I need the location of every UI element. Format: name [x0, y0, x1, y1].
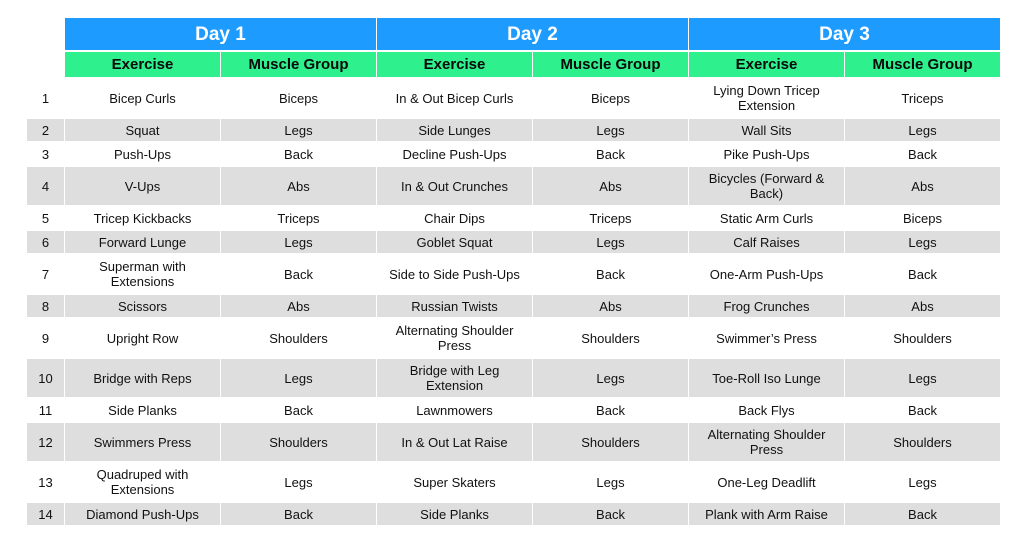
day2-exercise-cell: Chair Dips: [377, 207, 532, 229]
day1-exercise-cell: Scissors: [65, 295, 220, 317]
corner-blank-2: [27, 52, 64, 77]
day3-exercise-cell: Plank with Arm Raise: [689, 503, 844, 525]
day1-exercise-cell: Superman with Extensions: [65, 255, 220, 293]
day2-exercise-cell: Side to Side Push-Ups: [377, 255, 532, 293]
day3-exercise-cell: Lying Down Tricep Extension: [689, 79, 844, 117]
day2-muscle-group-cell: Back: [533, 143, 688, 165]
workout-table: [27, 18, 998, 525]
day3-muscle-group-cell: Legs: [845, 119, 1000, 141]
row-number: 8: [27, 295, 64, 317]
day2-exercise-cell: In & Out Bicep Curls: [377, 79, 532, 117]
day3-muscle-group-cell: Back: [845, 503, 1000, 525]
day1-muscle-group-cell: Triceps: [221, 207, 376, 229]
day1-exercise-cell: Side Planks: [65, 399, 220, 421]
day2-muscle-group-cell: Back: [533, 399, 688, 421]
day3-exercise-cell: Swimmer’s Press: [689, 319, 844, 357]
day1-muscle-group-cell: Back: [221, 399, 376, 421]
day1-muscle-group-cell: Legs: [221, 359, 376, 397]
day1-muscle-group-cell: Shoulders: [221, 423, 376, 461]
day2-exercise-cell: Decline Push-Ups: [377, 143, 532, 165]
day3-muscle-group-cell: Legs: [845, 463, 1000, 501]
day2-exercise-cell: Side Lunges: [377, 119, 532, 141]
day1-exercise-cell: Diamond Push-Ups: [65, 503, 220, 525]
day2-muscle-group-cell: Biceps: [533, 79, 688, 117]
day2-muscle-group-cell: Abs: [533, 295, 688, 317]
day1-muscle-group-cell: Back: [221, 503, 376, 525]
workout-grid: [27, 18, 998, 525]
row-number: 11: [27, 399, 64, 421]
day3-exercise-cell: Toe-Roll Iso Lunge: [689, 359, 844, 397]
corner-blank: [27, 18, 64, 50]
day2-muscle-group-cell: Back: [533, 503, 688, 525]
row-number: 2: [27, 119, 64, 141]
day3-muscle-group-cell: Shoulders: [845, 319, 1000, 357]
day1-exercise-cell: Forward Lunge: [65, 231, 220, 253]
day3-muscle-group-cell: Legs: [845, 359, 1000, 397]
day3-exercise-cell: Static Arm Curls: [689, 207, 844, 229]
day1-muscle-group-cell: Legs: [221, 463, 376, 501]
day1-exercise-cell: Quadruped with Extensions: [65, 463, 220, 501]
day2-exercise-cell: Bridge with Leg Extension: [377, 359, 532, 397]
day2-muscle-group-cell: Shoulders: [533, 319, 688, 357]
day3-muscle-group-cell: Triceps: [845, 79, 1000, 117]
day3-muscle-group-cell: Shoulders: [845, 423, 1000, 461]
row-number: 3: [27, 143, 64, 165]
day2-muscle-group-cell: Legs: [533, 463, 688, 501]
day3-exercise-cell: One-Leg Deadlift: [689, 463, 844, 501]
day2-muscle-group-cell: Legs: [533, 231, 688, 253]
col-header-exercise: Exercise: [689, 52, 844, 77]
day2-muscle-group-cell: Legs: [533, 119, 688, 141]
row-number: 1: [27, 79, 64, 117]
row-number: 6: [27, 231, 64, 253]
day3-muscle-group-cell: Back: [845, 143, 1000, 165]
day-header-1: Day 1: [65, 18, 376, 50]
day2-muscle-group-cell: Shoulders: [533, 423, 688, 461]
day1-muscle-group-cell: Biceps: [221, 79, 376, 117]
day2-exercise-cell: Russian Twists: [377, 295, 532, 317]
row-number: 10: [27, 359, 64, 397]
day2-exercise-cell: Goblet Squat: [377, 231, 532, 253]
row-number: 5: [27, 207, 64, 229]
day2-exercise-cell: Super Skaters: [377, 463, 532, 501]
row-number: 4: [27, 167, 64, 205]
day-header-2: Day 2: [377, 18, 688, 50]
day1-muscle-group-cell: Shoulders: [221, 319, 376, 357]
day1-exercise-cell: Bridge with Reps: [65, 359, 220, 397]
day3-exercise-cell: Calf Raises: [689, 231, 844, 253]
day1-muscle-group-cell: Abs: [221, 295, 376, 317]
row-number: 7: [27, 255, 64, 293]
day1-exercise-cell: Upright Row: [65, 319, 220, 357]
day3-muscle-group-cell: Back: [845, 399, 1000, 421]
day3-muscle-group-cell: Back: [845, 255, 1000, 293]
day3-muscle-group-cell: Abs: [845, 295, 1000, 317]
day1-muscle-group-cell: Legs: [221, 231, 376, 253]
day2-exercise-cell: Side Planks: [377, 503, 532, 525]
day2-exercise-cell: In & Out Crunches: [377, 167, 532, 205]
day1-muscle-group-cell: Abs: [221, 167, 376, 205]
day3-muscle-group-cell: Legs: [845, 231, 1000, 253]
day3-exercise-cell: Wall Sits: [689, 119, 844, 141]
day3-muscle-group-cell: Biceps: [845, 207, 1000, 229]
day3-exercise-cell: Bicycles (Forward & Back): [689, 167, 844, 205]
row-number: 14: [27, 503, 64, 525]
day2-muscle-group-cell: Back: [533, 255, 688, 293]
row-number: 12: [27, 423, 64, 461]
day2-exercise-cell: Alternating Shoulder Press: [377, 319, 532, 357]
day-header-3: Day 3: [689, 18, 1000, 50]
day1-exercise-cell: Tricep Kickbacks: [65, 207, 220, 229]
day3-exercise-cell: Pike Push-Ups: [689, 143, 844, 165]
day3-muscle-group-cell: Abs: [845, 167, 1000, 205]
day1-muscle-group-cell: Legs: [221, 119, 376, 141]
day1-exercise-cell: Squat: [65, 119, 220, 141]
day3-exercise-cell: Frog Crunches: [689, 295, 844, 317]
col-header-muscle-group: Muscle Group: [221, 52, 376, 77]
day1-exercise-cell: V-Ups: [65, 167, 220, 205]
day3-exercise-cell: Alternating Shoulder Press: [689, 423, 844, 461]
day1-exercise-cell: Push-Ups: [65, 143, 220, 165]
day1-exercise-cell: Swimmers Press: [65, 423, 220, 461]
col-header-exercise: Exercise: [65, 52, 220, 77]
day2-muscle-group-cell: Triceps: [533, 207, 688, 229]
row-number: 13: [27, 463, 64, 501]
day1-muscle-group-cell: Back: [221, 143, 376, 165]
day1-exercise-cell: Bicep Curls: [65, 79, 220, 117]
day2-exercise-cell: Lawnmowers: [377, 399, 532, 421]
day3-exercise-cell: Back Flys: [689, 399, 844, 421]
day2-muscle-group-cell: Abs: [533, 167, 688, 205]
col-header-muscle-group: Muscle Group: [533, 52, 688, 77]
col-header-muscle-group: Muscle Group: [845, 52, 1000, 77]
col-header-exercise: Exercise: [377, 52, 532, 77]
day3-exercise-cell: One-Arm Push-Ups: [689, 255, 844, 293]
row-number: 9: [27, 319, 64, 357]
day2-muscle-group-cell: Legs: [533, 359, 688, 397]
day1-muscle-group-cell: Back: [221, 255, 376, 293]
day2-exercise-cell: In & Out Lat Raise: [377, 423, 532, 461]
